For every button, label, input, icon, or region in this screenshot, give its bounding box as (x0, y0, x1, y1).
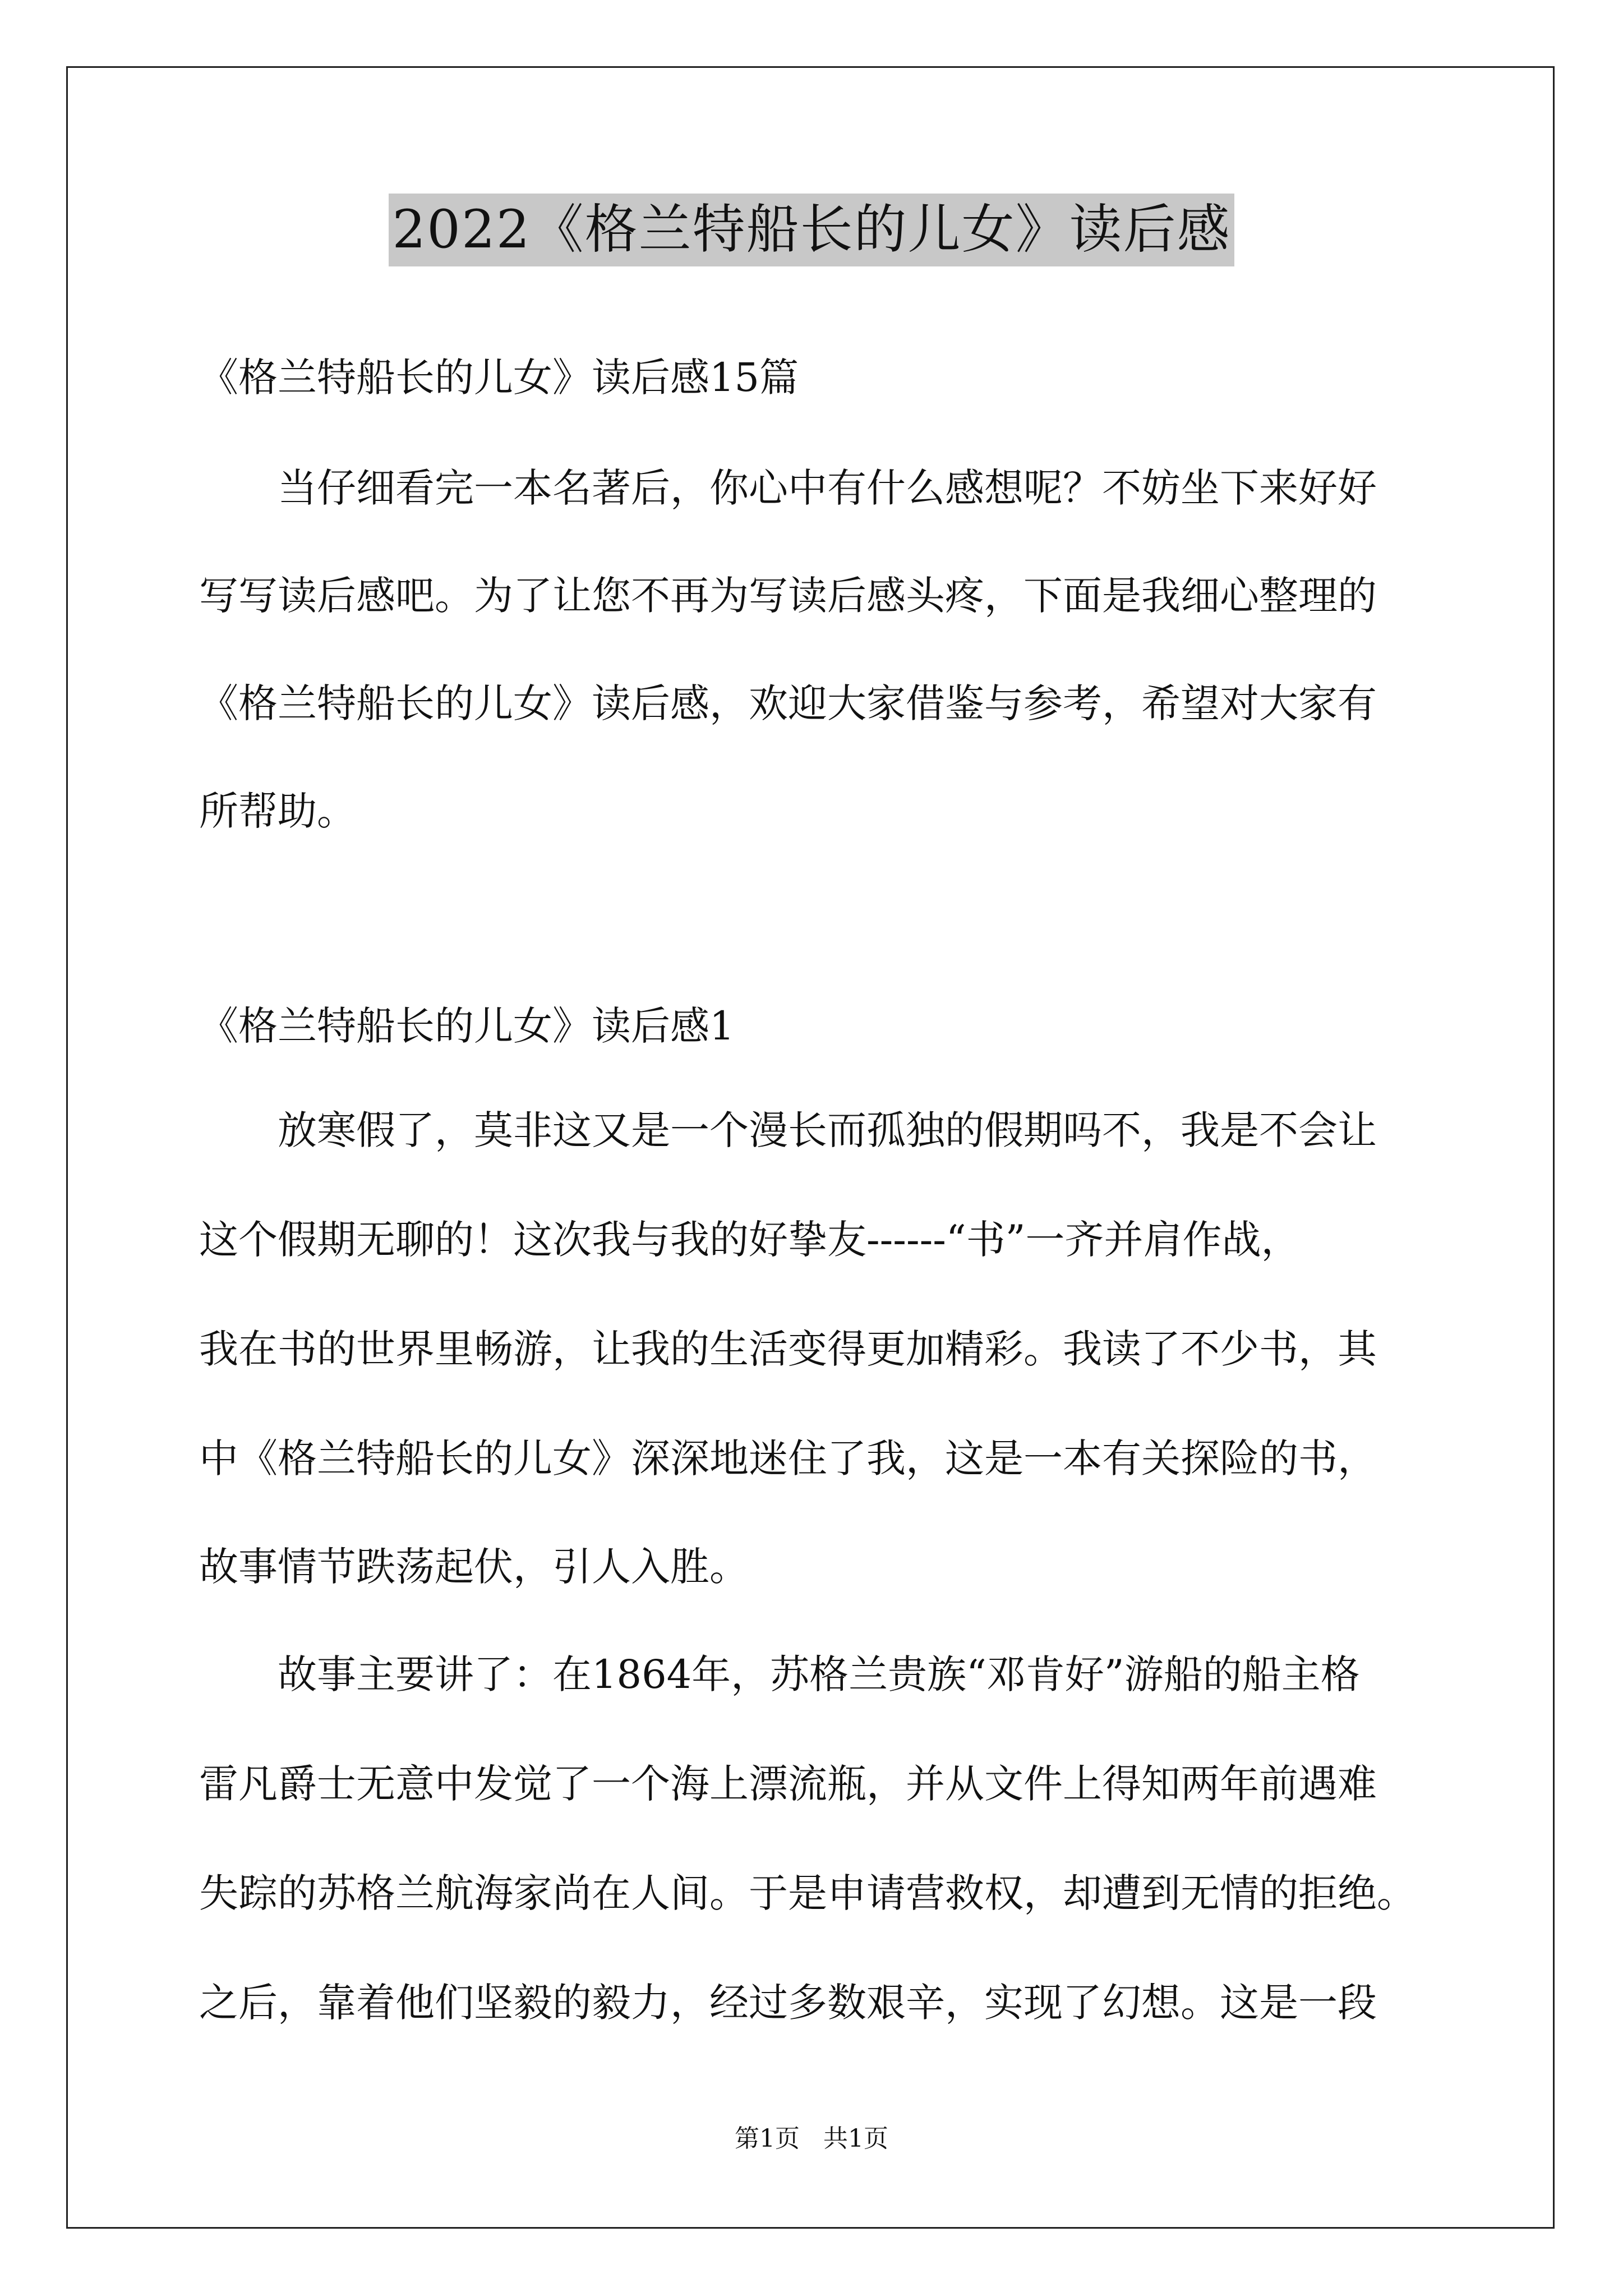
paragraph-line: 之后，靠着他们坚毅的毅力，经过多数艰辛，实现了幻想。这是一段 (199, 1980, 1377, 2026)
intro-line: 写写读后感吧。为了让您不再为写读后感头疼，下面是我细心整理的 (199, 573, 1377, 619)
subtitle: 《格兰特船长的儿女》读后感15篇 (199, 355, 799, 401)
paragraph-line: 放寒假了，莫非这又是一个漫长而孤独的假期吗不，我是不会让 (278, 1107, 1377, 1153)
intro-line: 当仔细看完一本名著后，你心中有什么感想呢？不妨坐下来好好 (278, 465, 1377, 511)
page-footer: 第1页 共1页 (735, 2124, 888, 2153)
intro-line: 《格兰特船长的儿女》读后感，欢迎大家借鉴与参考，希望对大家有 (199, 680, 1377, 726)
paragraph-line: 我在书的世界里畅游，让我的生活变得更加精彩。我读了不少书，其 (199, 1326, 1377, 1372)
document-title: 2022《格兰特船长的儿女》读后感 (389, 194, 1234, 266)
title-container (0, 194, 1623, 266)
intro-line: 所帮助。 (199, 788, 356, 834)
paragraph-line: 故事主要讲了：在1864年，苏格兰贵族“邓肯好”游船的船主格 (278, 1651, 1360, 1697)
paragraph-line: 这个假期无聊的！这次我与我的好挚友------“书”一齐并肩作战， (199, 1217, 1301, 1263)
paragraph-line: 雷凡爵士无意中发觉了一个海上漂流瓶，并从文件上得知两年前遇难 (199, 1761, 1377, 1807)
paragraph-line: 故事情节跌荡起伏，引人入胜。 (199, 1544, 749, 1590)
section-heading: 《格兰特船长的儿女》读后感1 (199, 1003, 735, 1049)
paragraph-line: 失踪的苏格兰航海家尚在人间。于是申请营救权，却遭到无情的拒绝。 (199, 1870, 1416, 1916)
paragraph-line: 中《格兰特船长的儿女》深深地迷住了我，这是一本有关探险的书， (199, 1435, 1377, 1481)
